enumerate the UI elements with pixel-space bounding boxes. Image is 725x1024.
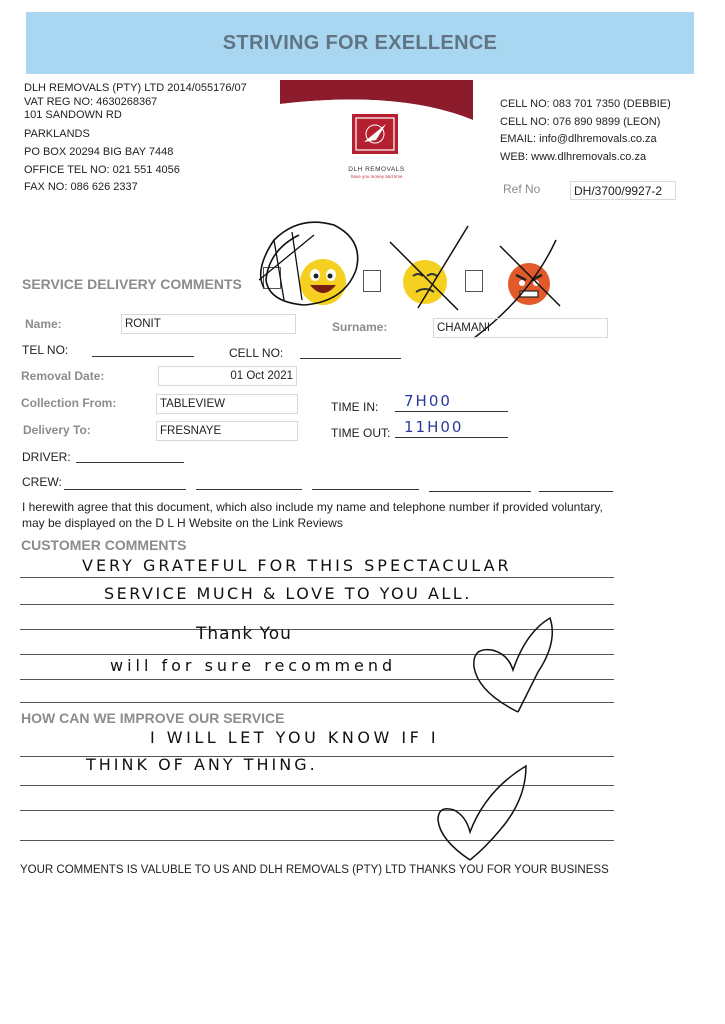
crew-field[interactable]: [429, 491, 531, 492]
banner-title: STRIVING FOR EXELLENCE: [222, 32, 498, 54]
consent-line: I herewith agree that this document, which also include my name and telephone number if provided voluntary,: [22, 500, 603, 514]
improve-title: HOW CAN WE IMPROVE OUR SERVICE: [21, 710, 285, 726]
tel-label: TEL NO:: [22, 343, 69, 357]
company-logo: [280, 80, 473, 184]
removal-date-field[interactable]: 01 Oct 2021: [158, 366, 297, 386]
consent-line: may be displayed on the D L H Website on the Link Reviews: [22, 516, 343, 530]
selection-scribble-icon: [244, 210, 374, 310]
time-out-label: TIME OUT:: [331, 426, 391, 440]
service-delivery-title: SERVICE DELIVERY COMMENTS: [22, 276, 242, 292]
company-line: DLH REMOVALS (PTY) LTD 2014/055176/07: [24, 82, 247, 94]
rating-neutral-checkbox[interactable]: [363, 270, 381, 292]
customer-comment-line: will for sure recommend: [110, 656, 397, 675]
name-label: Name:: [25, 317, 62, 331]
crew-field[interactable]: [196, 489, 302, 490]
heart-doodle-icon: [430, 760, 534, 864]
delivery-field[interactable]: FRESNAYE: [156, 421, 298, 441]
company-line: FAX NO: 086 626 2337: [24, 181, 138, 193]
consent-text: [22, 500, 603, 530]
logo-name: DLH REMOVALS: [348, 166, 405, 173]
company-line: PARKLANDS: [24, 127, 90, 140]
driver-label: DRIVER:: [22, 450, 71, 464]
time-out-field[interactable]: 11H00: [404, 418, 464, 436]
customer-comment-line: VERY GRATEFUL FOR THIS SPECTACULAR: [82, 556, 512, 575]
collection-label: Collection From:: [21, 396, 117, 410]
time-in-field[interactable]: 7H00: [404, 392, 452, 410]
cell-label: CELL NO:: [229, 346, 284, 360]
contact-line: WEB: www.dlhremovals.co.za: [500, 150, 647, 163]
company-line: 101 SANDOWN RD: [24, 109, 122, 121]
cell-field[interactable]: [300, 358, 401, 359]
tel-field[interactable]: [92, 356, 194, 357]
time-out-line: [395, 437, 508, 438]
removal-date-label: Removal Date:: [21, 369, 105, 383]
name-field[interactable]: RONIT: [121, 314, 296, 334]
crew-field[interactable]: [312, 489, 419, 490]
delivery-label: Delivery To:: [23, 423, 91, 437]
company-line: OFFICE TEL NO: 021 551 4056: [24, 163, 180, 176]
company-line: VAT REG NO: 4630268367: [24, 95, 158, 108]
contact-info: [500, 96, 671, 166]
contact-line: CELL NO: 076 890 9899 (LEON): [500, 115, 661, 128]
time-in-line: [395, 411, 508, 412]
crew-field[interactable]: [64, 489, 186, 490]
comment-line: [20, 577, 614, 578]
customer-comments-title: CUSTOMER COMMENTS: [21, 537, 187, 553]
customer-comment-line: SERVICE MUCH & LOVE TO YOU ALL.: [104, 584, 472, 603]
contact-line: CELL NO: 083 701 7350 (DEBBIE): [500, 98, 671, 110]
improve-comment-line: I WILL LET YOU KNOW IF I: [150, 728, 440, 747]
surname-label: Surname:: [332, 320, 388, 334]
heart-doodle-icon: [468, 612, 558, 722]
contact-line: EMAIL: info@dlhremovals.co.za: [500, 133, 657, 145]
logo-tagline: Save you money and time: [350, 174, 403, 179]
company-line: PO BOX 20294 BIG BAY 7448: [24, 146, 174, 158]
collection-field[interactable]: TABLEVIEW: [156, 394, 298, 414]
header-banner: [26, 12, 694, 74]
footer-text: YOUR COMMENTS IS VALUBLE TO US AND DLH REMOVALS (PTY) LTD THANKS YOU FOR YOUR BUSINESS: [20, 864, 609, 876]
improve-comment-line: THINK OF ANY THING.: [86, 755, 318, 774]
surname-field[interactable]: CHAMANI: [433, 318, 608, 338]
ref-label: Ref No: [503, 182, 541, 196]
ref-number: DH/3700/9927-2: [570, 181, 676, 200]
crew-field[interactable]: [539, 491, 613, 492]
comment-line: [20, 604, 614, 605]
company-info: [24, 80, 247, 197]
crew-label: CREW:: [22, 475, 62, 489]
customer-comment-line: Thank You: [196, 624, 292, 644]
time-in-label: TIME IN:: [331, 400, 379, 414]
driver-field[interactable]: [76, 462, 184, 463]
neutral-cross-icon: [388, 222, 472, 312]
